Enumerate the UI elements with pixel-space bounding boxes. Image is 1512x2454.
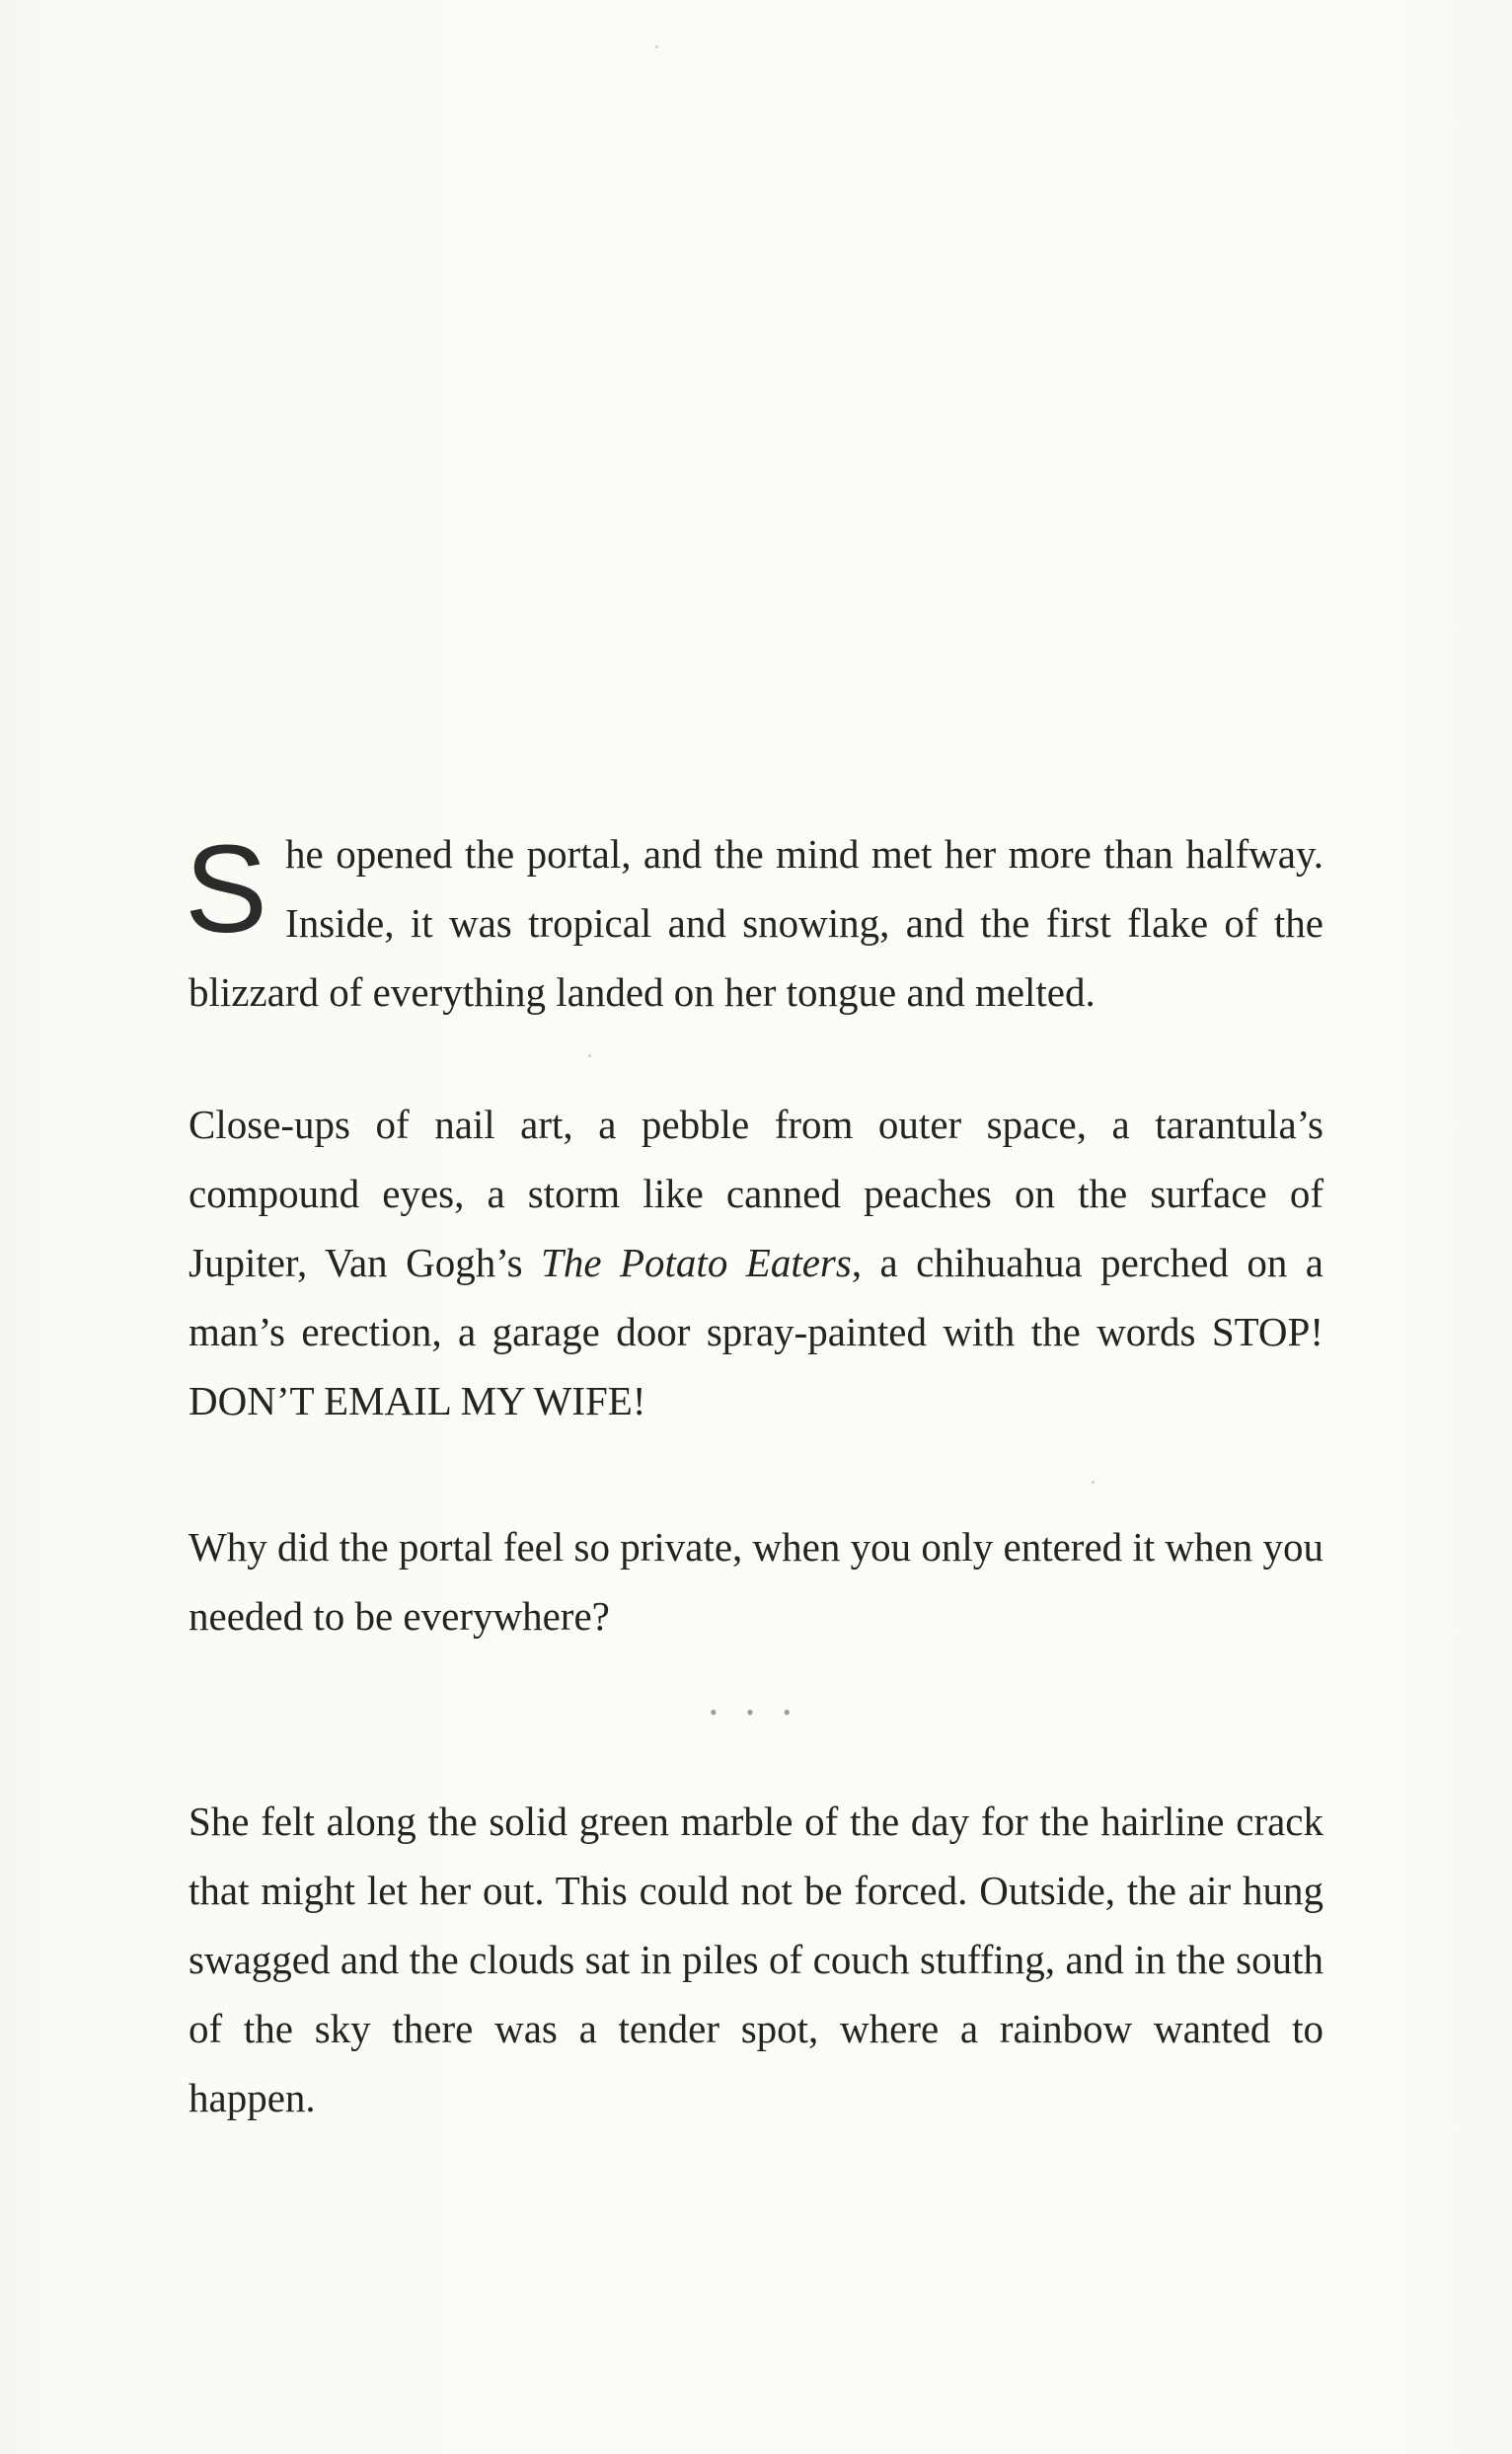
artwork-title: The Potato Eaters [541,1240,852,1285]
drop-cap: S [185,819,268,959]
closing-paragraph-text: She felt along the solid green marble of the day for the hairline crack that might let her out. This could not be forced. Outside, the air hung swagged and the clouds sat in piles of couch stuffing, and in the south of the sky there was a tender spot, where a rainbow wanted to happen. [189,1799,1323,2120]
list-paragraph [189,1090,1323,1435]
section-break: • • • [709,1700,803,1725]
closing-paragraph [189,1787,1323,2132]
paper-speck [1092,1481,1095,1484]
question-paragraph-text: Why did the portal feel so private, when you only entered it when you needed to be everywhere? [189,1524,1323,1639]
paper-speck [588,1054,591,1057]
paper-speck [655,45,658,48]
list-paragraph-text-end: , a chihuahua perched on a man’s erection, a garage door spray-painted with the words STOP! DON’T EMAIL MY WIFE! [189,1240,1323,1423]
opening-paragraph-text: he opened the portal, and the mind met her more than halfway. Inside, it was tropical and snowing, and the first flake of the blizzard of everything landed on her tongue and melted. [189,831,1323,1015]
list-paragraph-text-start: Close-ups of nail art, a pebble from outer space, a tarantula’s compound eyes, a storm like canned peaches on the surface of Jupiter, Van Gogh’s [189,1102,1323,1285]
question-paragraph [189,1512,1323,1650]
opening-paragraph [185,819,1323,1027]
